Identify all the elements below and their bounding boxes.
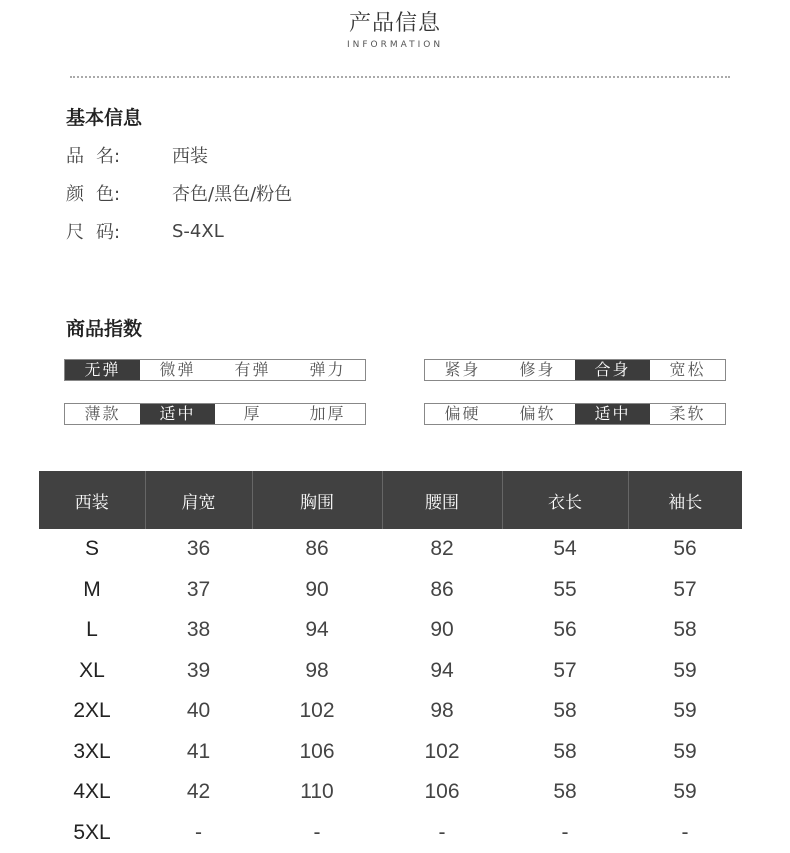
table-row [39,732,742,773]
measurement-cell: 102 [252,691,382,732]
measurement-cell: 56 [628,529,742,570]
table-row [39,570,742,611]
page-subtitle: INFORMATION [0,40,790,50]
measurement-cell: - [145,813,252,853]
index-option: 弹力 [290,360,365,380]
info-label-char: 色: [96,180,172,206]
fit-index [424,359,726,381]
measurement-cell: 59 [628,651,742,692]
size-label-cell: S [39,529,145,570]
table-header-cell: 袖长 [628,471,742,529]
measurement-cell: 59 [628,772,742,813]
size-label-cell: 2XL [39,691,145,732]
measurement-cell: 58 [502,691,628,732]
table-header-cell: 肩宽 [145,471,252,529]
measurement-cell: 102 [382,732,502,773]
table-row [39,691,742,732]
measurement-cell: 57 [502,651,628,692]
measurement-cell: 38 [145,610,252,651]
measurement-cell: 59 [628,691,742,732]
measurement-cell: 59 [628,732,742,773]
index-option: 加厚 [290,404,365,424]
size-label-cell: L [39,610,145,651]
info-row-name [66,141,208,169]
table-row [39,813,742,853]
info-label [66,142,172,168]
measurement-cell: - [382,813,502,853]
measurement-cell: 82 [382,529,502,570]
measurement-cell: 58 [502,772,628,813]
info-row-color [66,179,292,207]
table-row [39,529,742,570]
index-option: 厚 [215,404,290,424]
header-divider [70,76,730,78]
measurement-cell: 37 [145,570,252,611]
index-option-selected: 合身 [575,360,650,380]
index-option: 微弹 [140,360,215,380]
info-label-char: 尺 [66,218,96,244]
index-option: 柔软 [650,404,725,424]
size-table [39,471,742,853]
info-row-size [66,217,224,245]
basic-info-title: 基本信息 [66,103,142,130]
info-value: S-4XL [172,221,224,242]
measurement-cell: 94 [382,651,502,692]
measurement-cell: 57 [628,570,742,611]
measurement-cell: 86 [252,529,382,570]
measurement-cell: 98 [382,691,502,732]
index-option: 薄款 [65,404,140,424]
hardness-index [424,403,726,425]
measurement-cell: 106 [252,732,382,773]
measurement-cell: 110 [252,772,382,813]
table-header-cell: 衣长 [502,471,628,529]
table-row [39,772,742,813]
info-label [66,180,172,206]
measurement-cell: 36 [145,529,252,570]
info-label-char: 品 [66,142,96,168]
index-option: 有弹 [215,360,290,380]
table-header-cell: 胸围 [252,471,382,529]
table-row [39,651,742,692]
index-option-selected: 无弹 [65,360,140,380]
index-option: 偏硬 [425,404,500,424]
info-value: 杏色/黑色/粉色 [172,180,292,206]
index-option-selected: 适中 [575,404,650,424]
index-option: 偏软 [500,404,575,424]
size-label-cell: 4XL [39,772,145,813]
measurement-cell: 90 [382,610,502,651]
size-label-cell: M [39,570,145,611]
measurement-cell: 54 [502,529,628,570]
info-value: 西装 [172,142,208,168]
table-header-cell: 腰围 [382,471,502,529]
info-label-char: 码: [96,218,172,244]
measurement-cell: 90 [252,570,382,611]
table-header-cell: 西装 [39,471,145,529]
index-option: 修身 [500,360,575,380]
measurement-cell: 41 [145,732,252,773]
measurement-cell: 98 [252,651,382,692]
measurement-cell: - [252,813,382,853]
page-title: 产品信息 [0,8,790,40]
measurement-cell: 94 [252,610,382,651]
measurement-cell: 40 [145,691,252,732]
table-row [39,610,742,651]
measurement-cell: 58 [628,610,742,651]
thickness-index [64,403,366,425]
measurement-cell: - [502,813,628,853]
measurement-cell: 58 [502,732,628,773]
table-header-row [39,471,742,529]
measurement-cell: 39 [145,651,252,692]
measurement-cell: 106 [382,772,502,813]
info-label [66,218,172,244]
measurement-cell: 86 [382,570,502,611]
measurement-cell: 42 [145,772,252,813]
measurement-cell: 56 [502,610,628,651]
size-label-cell: XL [39,651,145,692]
page-header [0,8,790,50]
elasticity-index [64,359,366,381]
size-label-cell: 3XL [39,732,145,773]
product-index-title: 商品指数 [66,314,142,341]
measurement-cell: 55 [502,570,628,611]
measurement-cell: - [628,813,742,853]
info-label-char: 名: [96,142,172,168]
index-option: 宽松 [650,360,725,380]
index-option: 紧身 [425,360,500,380]
info-label-char: 颜 [66,180,96,206]
size-label-cell: 5XL [39,813,145,853]
index-option-selected: 适中 [140,404,215,424]
